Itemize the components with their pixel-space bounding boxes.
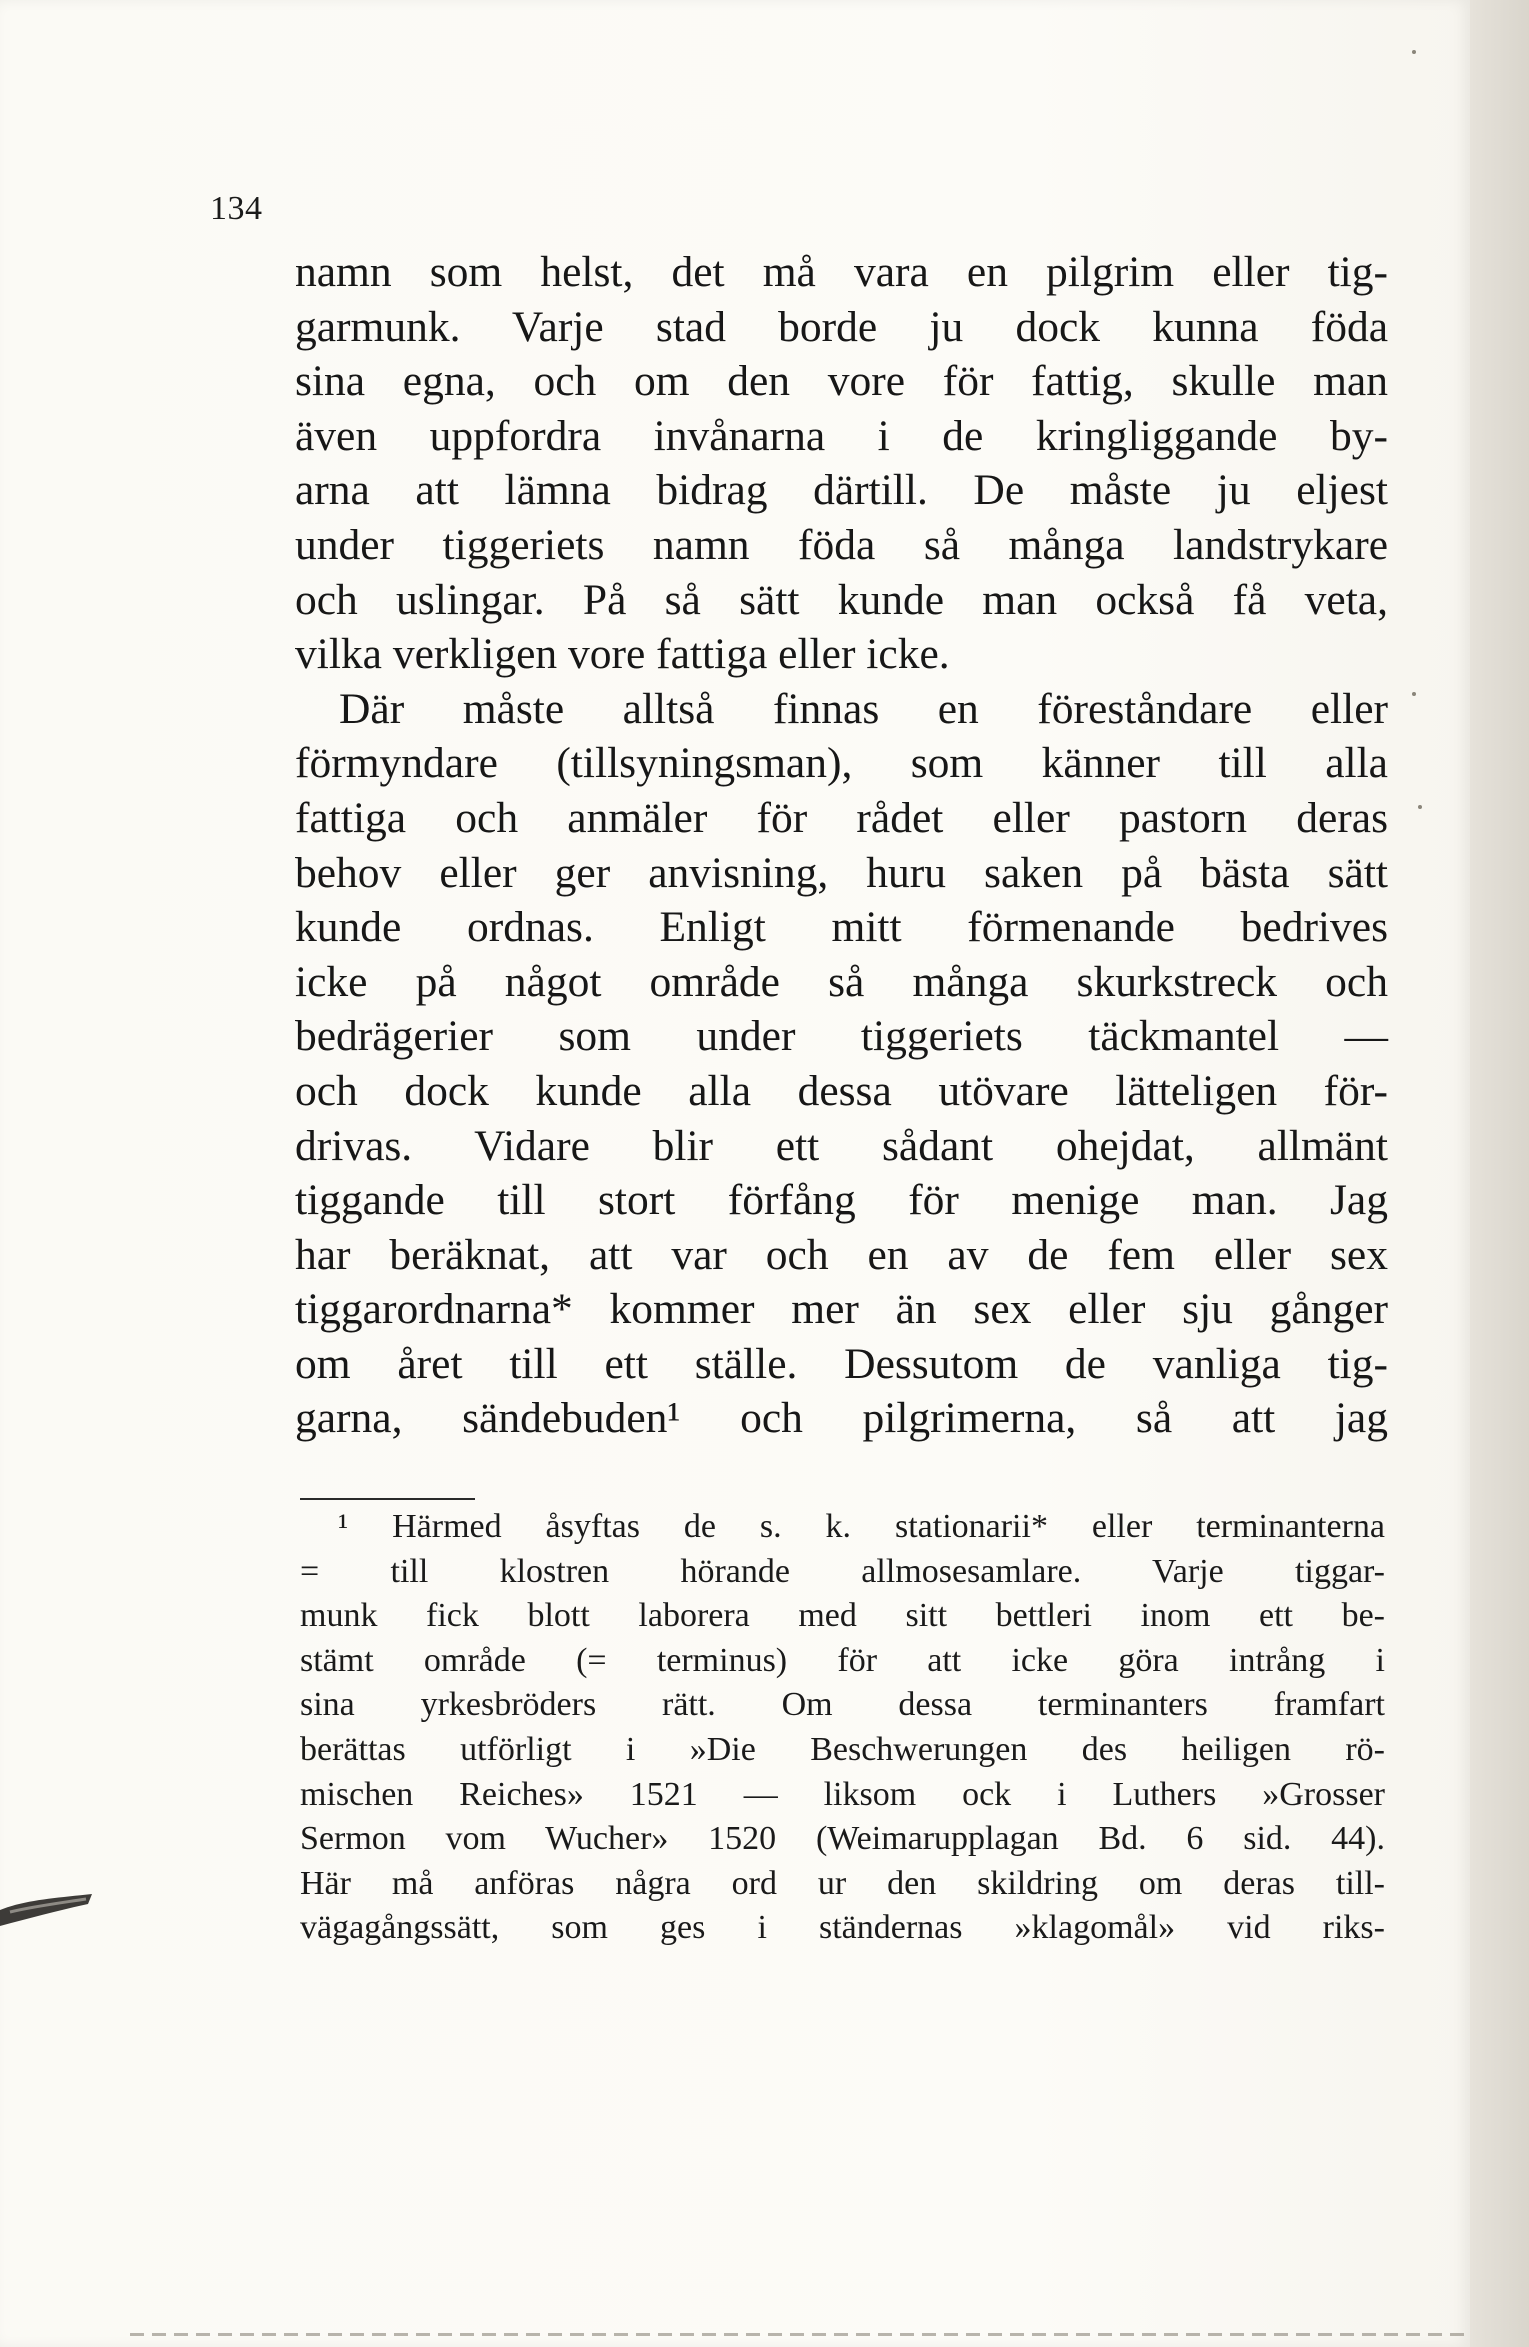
footnote-line: = till klostren hörande allmosesamlare. Varje tiggar- [300,1552,1385,1590]
body-line: om året till ett ställe. Dessutom de vanliga tig- [295,1339,1388,1388]
body-line: garna, sändebuden¹ och pilgrimerna, så att jag [295,1394,1388,1443]
body-line: garmunk. Varje stad borde ju dock kunna föda [295,302,1388,351]
body-line: kunde ordnas. Enligt mitt förmenande bedrives [295,903,1388,952]
footnote-line: Sermon vom Wucher» 1520 (Weimarupplagan Bd. 6 sid. 44). [300,1820,1385,1858]
body-line: drivas. Vidare blir ett sådant ohejdat, allmänt [295,1121,1388,1170]
body-line: icke på något område så många skurkstreck och [295,957,1388,1006]
body-line: och dock kunde alla dessa utövare lätteligen för- [295,1066,1388,1115]
body-line: sina egna, och om den vore för fattig, skulle man [295,357,1388,406]
footnote-line: mischen Reiches» 1521 — liksom ock i Luthers »Grosser [300,1775,1385,1813]
footnote-line: vägagångssätt, som ges i ständernas »klagomål» vid riks- [300,1909,1385,1947]
main-text [295,245,1388,1446]
paper-speck [1418,805,1422,809]
page-number: 134 [210,190,263,227]
body-line: tiggande till stort förfång för menige man. Jag [295,1176,1388,1225]
footnotes [300,1505,1385,1951]
pen-mark-icon [0,1880,95,1940]
body-line: bedrägerier som under tiggeriets täckmantel — [295,1012,1388,1061]
paper-speck [1412,692,1416,696]
body-line: tiggarordnarna* kommer mer än sex eller sju gånger [295,1285,1388,1334]
body-line: under tiggeriets namn föda så många landstrykare [295,520,1388,569]
footnote-line: ¹ Härmed åsyftas de s. k. stationarii* eller terminanterna [338,1508,1385,1545]
body-line: har beräknat, att var och en av de fem eller sex [295,1230,1388,1279]
body-line: vilka verkligen vore fattiga eller icke. [295,630,950,679]
footnote-line: stämt område (= terminus) för att icke göra intrång i [300,1641,1385,1679]
body-line: behov eller ger anvisning, huru saken på bästa sätt [295,848,1388,897]
body-line: fattiga och anmäler för rådet eller pastorn deras [295,793,1388,842]
bottom-edge-line [130,2333,1470,2336]
footnote-line: sina yrkesbröders rätt. Om dessa terminanters framfart [300,1686,1385,1724]
page-edge-shadow [1470,0,1529,2347]
footnote-rule [300,1498,475,1500]
footnote-line: Här må anföras några ord ur den skildring om deras till- [300,1864,1385,1902]
body-line: och uslingar. På så sätt kunde man också få veta, [295,575,1388,624]
body-line: även uppfordra invånarna i de kringliggande by- [295,411,1388,460]
paper-speck [1412,50,1416,54]
body-line: arna att lämna bidrag därtill. De måste ju eljest [295,466,1388,515]
body-line: förmyndare (tillsyningsman), som känner till alla [295,739,1388,788]
footnote-line: berättas utförligt i »Die Beschwerungen des heiligen rö- [300,1730,1385,1768]
footnote-line: munk fick blott laborera med sitt bettleri inom ett be- [300,1597,1385,1635]
body-line: namn som helst, det må vara en pilgrim eller tig- [295,248,1388,296]
body-line: Där måste alltså finnas en föreståndare eller [339,684,1388,733]
